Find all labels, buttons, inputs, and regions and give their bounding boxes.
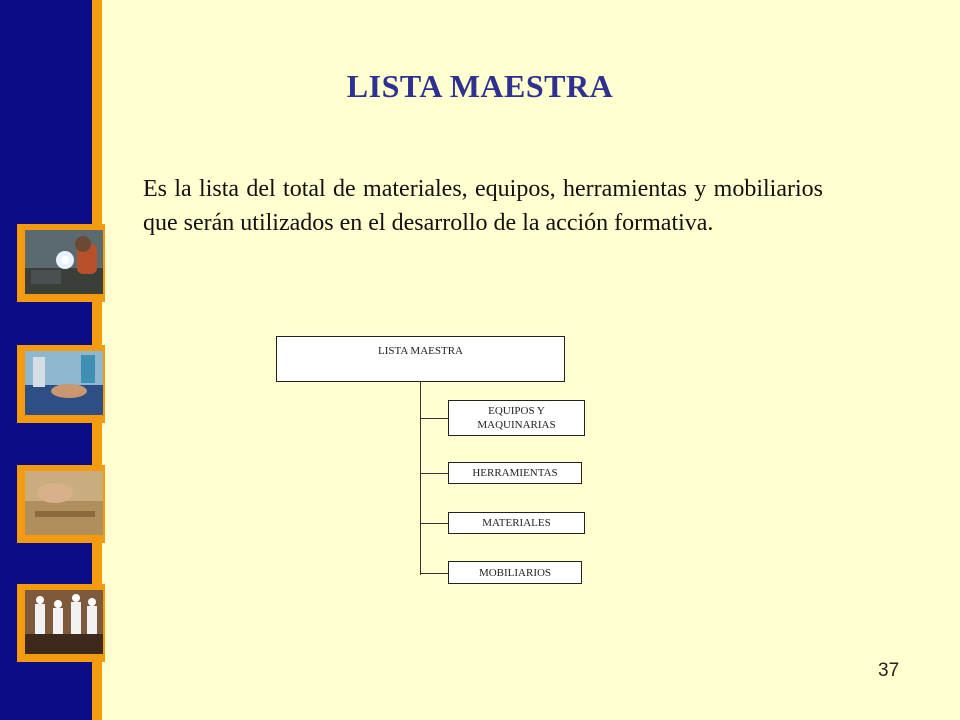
woodwork-photo-frame <box>17 465 105 543</box>
org-chart-branch-line <box>420 573 448 574</box>
org-chart-child-box: MOBILIARIOS <box>448 561 582 584</box>
woodwork-photo <box>25 471 103 535</box>
org-chart-child-box: MATERIALES <box>448 512 585 534</box>
workshop-photo-frame <box>17 345 105 423</box>
slide-body-text: Es la lista del total de materiales, equipos, herramientas y mobiliarios que serán utilizados en el desarrollo de la acción formativa. <box>143 176 823 236</box>
org-chart-branch-line <box>420 418 448 419</box>
org-chart-root-box: LISTA MAESTRA <box>276 336 565 382</box>
chefs-photo-frame <box>17 584 105 662</box>
chefs-kitchen-photo <box>25 590 103 654</box>
page-number: 37 <box>878 660 900 681</box>
workshop-hands-photo <box>25 351 103 415</box>
org-chart-branch-line <box>420 523 448 524</box>
org-chart-child-box: EQUIPOS Y MAQUINARIAS <box>448 400 585 436</box>
org-chart-child-box: HERRAMIENTAS <box>448 462 582 484</box>
org-chart-branch-line <box>420 473 448 474</box>
org-chart-trunk-line <box>420 382 421 575</box>
welder-photo-frame <box>17 224 105 302</box>
welder-photo <box>25 230 103 294</box>
slide-title: LISTA MAESTRA <box>346 68 614 104</box>
